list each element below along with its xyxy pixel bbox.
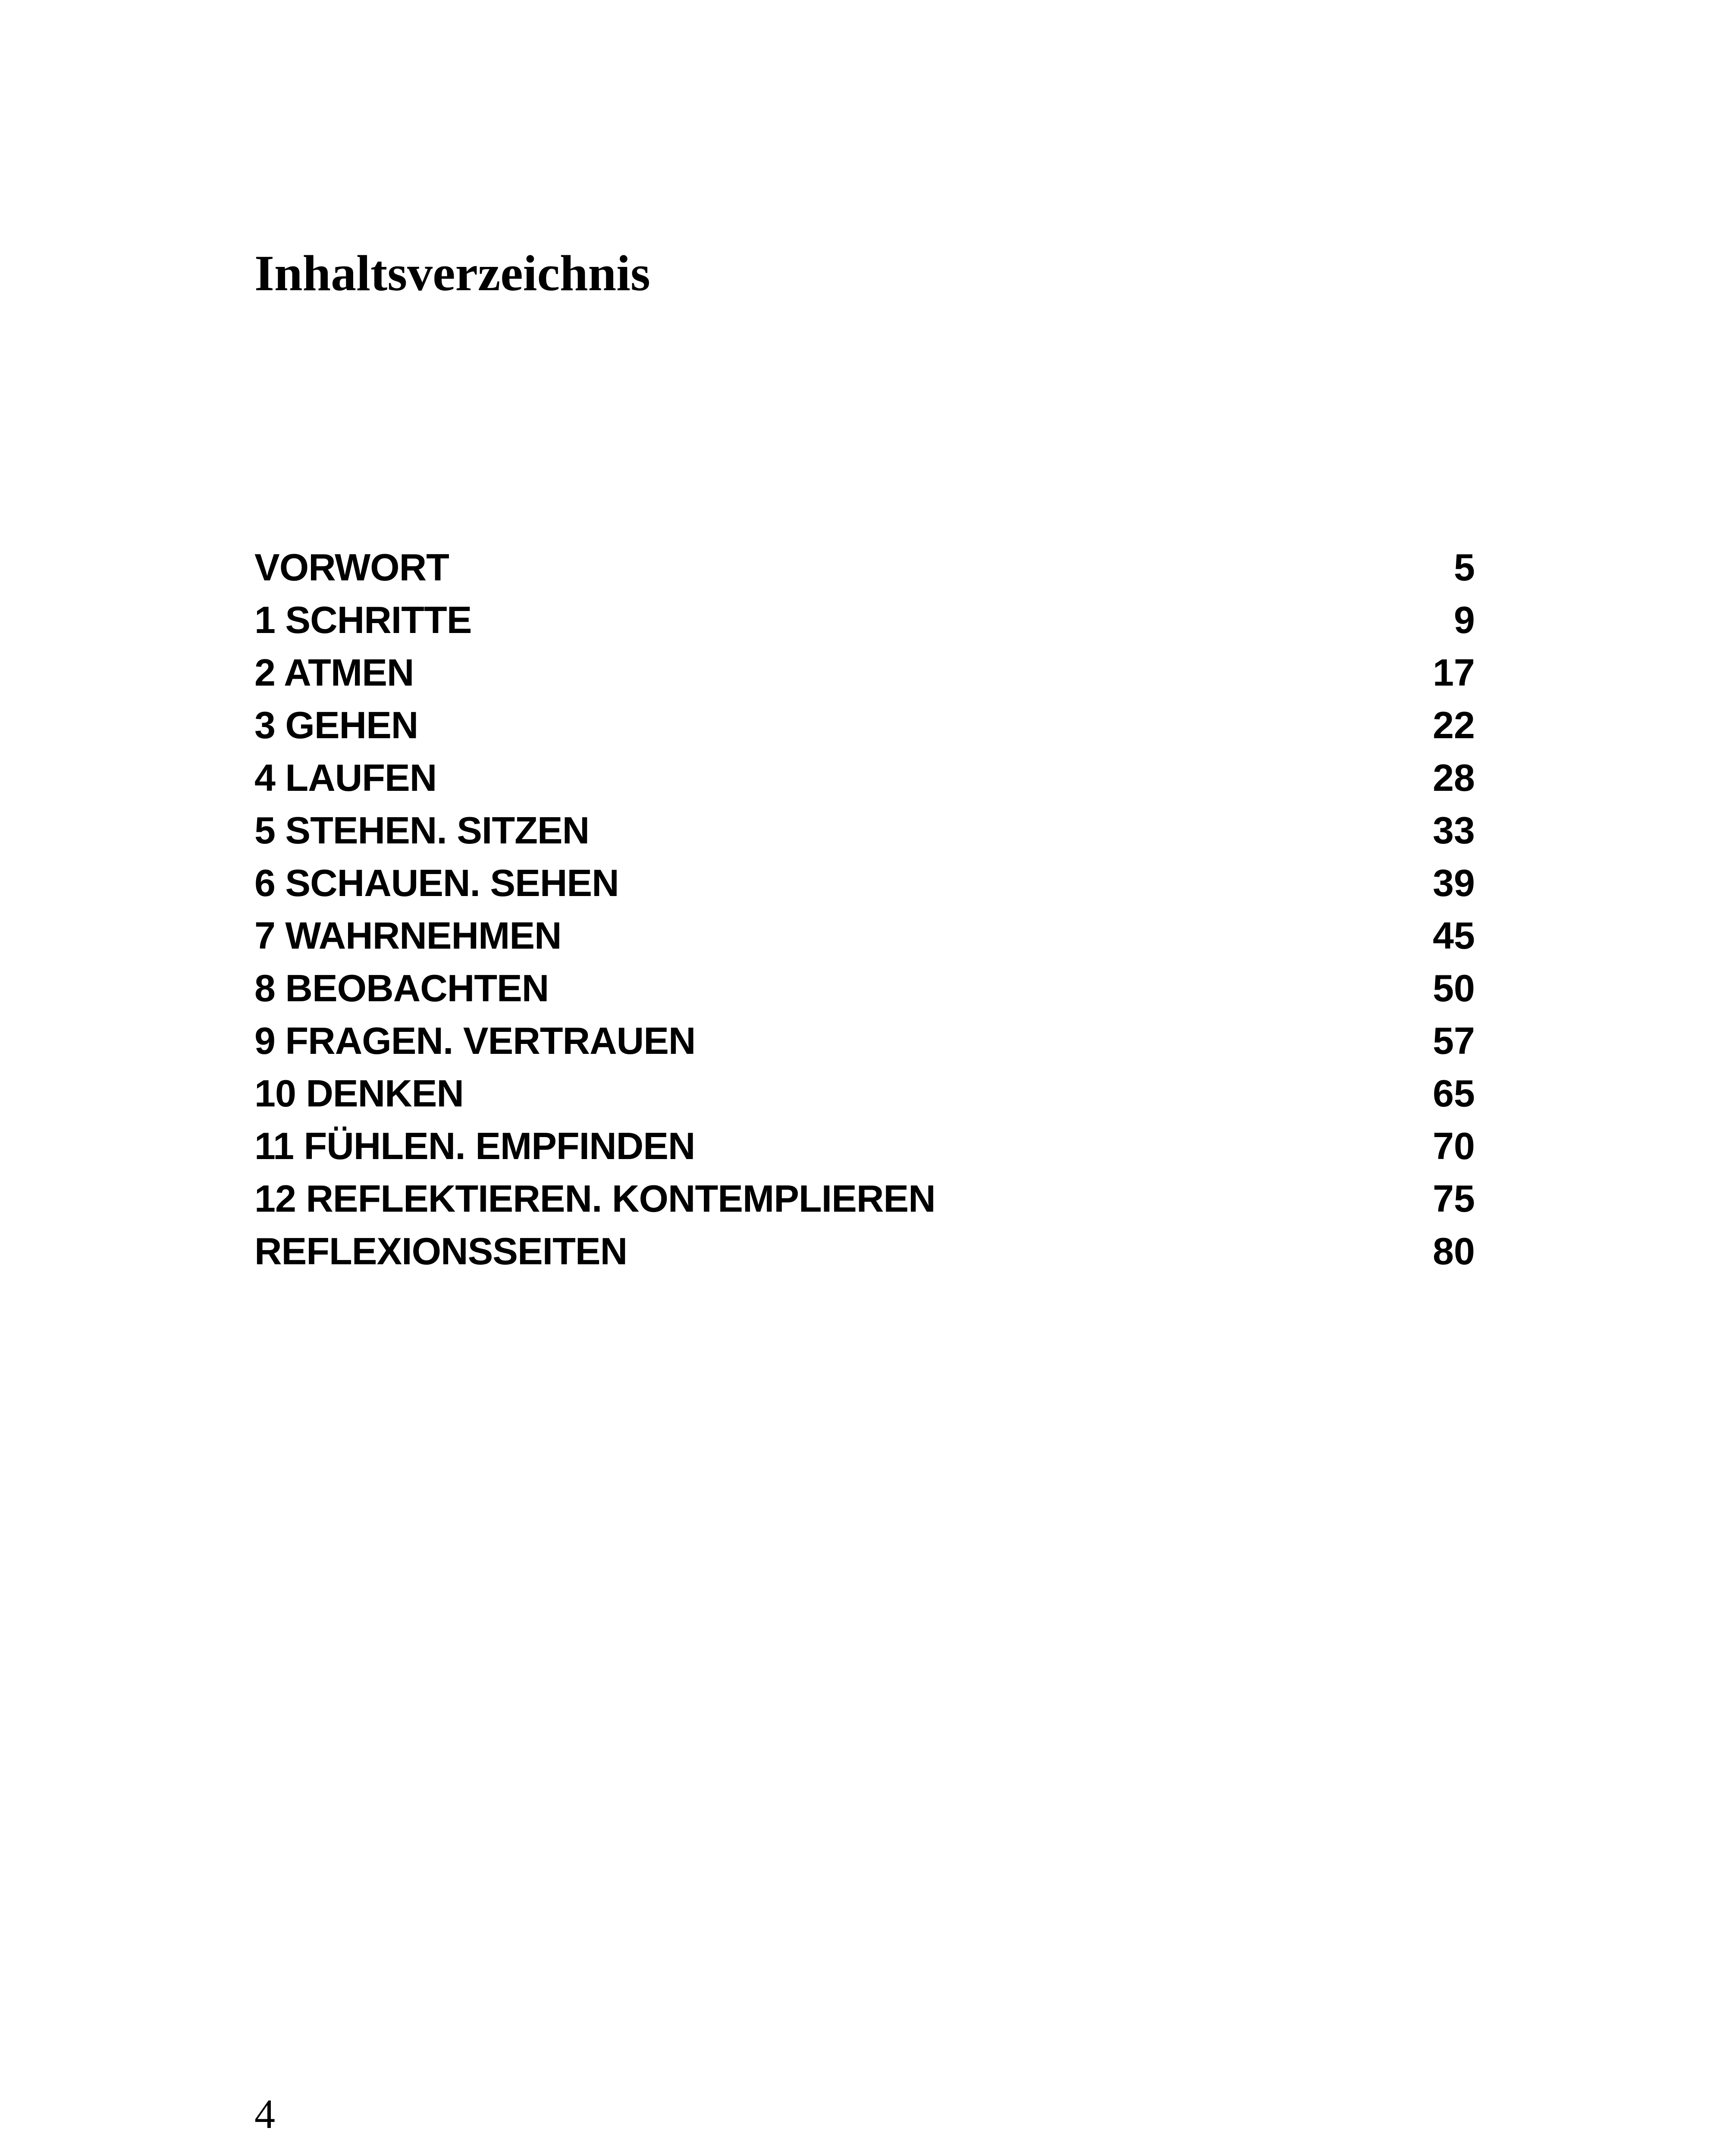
toc-entry-title: REFLEXIONSSEITEN xyxy=(254,1230,628,1272)
toc-entry xyxy=(254,752,1475,804)
toc-entry xyxy=(254,1120,1475,1172)
toc-entry-title: 7 WAHRNEHMEN xyxy=(254,914,562,957)
toc-entry-page: 57 xyxy=(1433,1019,1475,1062)
table-of-contents xyxy=(254,541,1475,1278)
toc-entry-title: 1 SCHRITTE xyxy=(254,599,472,641)
toc-entry-page: 17 xyxy=(1433,651,1475,694)
toc-entry xyxy=(254,699,1475,752)
toc-entry-page: 33 xyxy=(1433,809,1475,852)
toc-entry-page: 45 xyxy=(1433,914,1475,957)
page-number: 4 xyxy=(254,2091,275,2137)
toc-entry-title: 11 FÜHLEN. EMPFINDEN xyxy=(254,1125,695,1167)
page-title: Inhaltsverzeichnis xyxy=(254,245,650,301)
toc-entry-title: 9 FRAGEN. VERTRAUEN xyxy=(254,1019,696,1062)
toc-entry-page: 50 xyxy=(1433,967,1475,1009)
toc-entry xyxy=(254,646,1475,699)
toc-entry xyxy=(254,1015,1475,1067)
toc-entry xyxy=(254,962,1475,1015)
toc-entry-title: VORWORT xyxy=(254,546,449,589)
toc-entry-page: 22 xyxy=(1433,704,1475,746)
toc-entry xyxy=(254,857,1475,909)
toc-entry xyxy=(254,804,1475,857)
toc-entry-page: 70 xyxy=(1433,1125,1475,1167)
toc-entry xyxy=(254,541,1475,594)
toc-entry-title: 3 GEHEN xyxy=(254,704,418,746)
toc-entry xyxy=(254,1067,1475,1120)
toc-entry-page: 65 xyxy=(1433,1072,1475,1115)
toc-entry-title: 12 REFLEKTIEREN. KONTEMPLIEREN xyxy=(254,1177,935,1220)
toc-entry xyxy=(254,1172,1475,1225)
toc-entry-title: 4 LAUFEN xyxy=(254,756,437,799)
toc-entry xyxy=(254,594,1475,646)
toc-entry-title: 6 SCHAUEN. SEHEN xyxy=(254,862,619,904)
toc-entry-title: 2 ATMEN xyxy=(254,651,414,694)
toc-entry-page: 75 xyxy=(1433,1177,1475,1220)
toc-entry xyxy=(254,1225,1475,1278)
toc-entry-title: 5 STEHEN. SITZEN xyxy=(254,809,590,852)
toc-entry-title: 10 DENKEN xyxy=(254,1072,464,1115)
toc-entry-page: 28 xyxy=(1433,756,1475,799)
toc-entry-page: 5 xyxy=(1454,546,1475,589)
toc-entry-page: 39 xyxy=(1433,862,1475,904)
toc-entry-page: 80 xyxy=(1433,1230,1475,1272)
toc-entry xyxy=(254,909,1475,962)
toc-entry-title: 8 BEOBACHTEN xyxy=(254,967,549,1009)
toc-entry-page: 9 xyxy=(1454,599,1475,641)
